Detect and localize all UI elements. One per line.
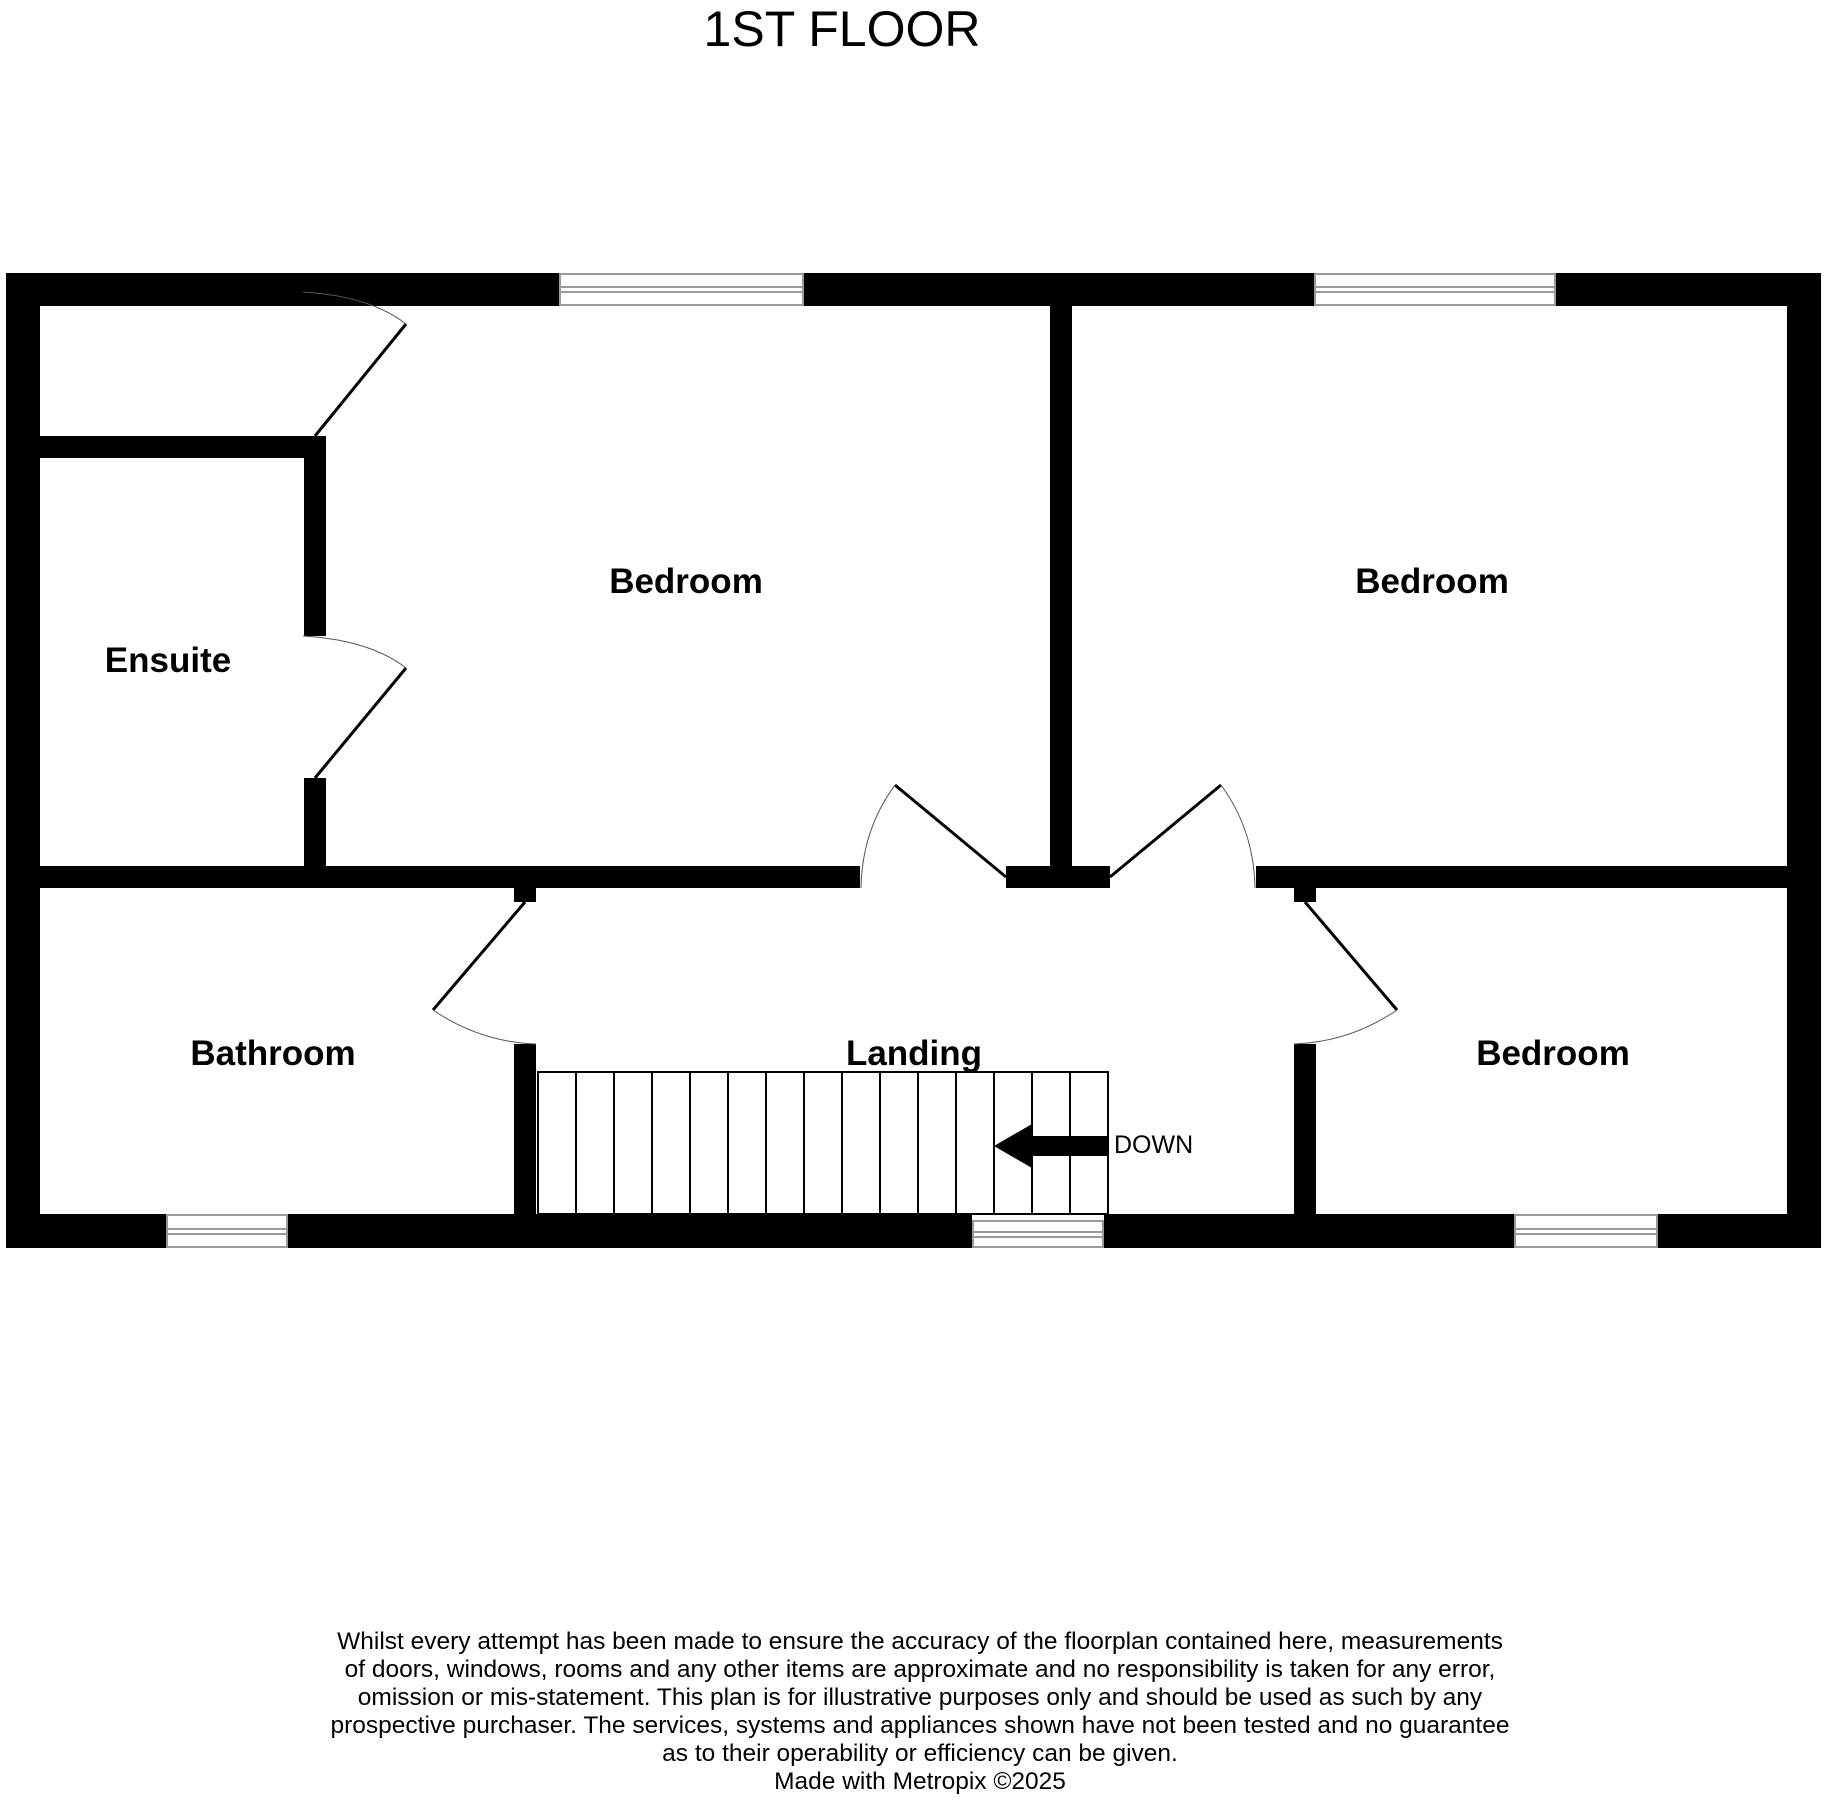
- stair-arrow: [994, 1124, 1108, 1168]
- room-label-landing: Landing: [845, 1034, 983, 1073]
- door-bedroom-main[interactable]: [861, 785, 1006, 888]
- room-label-bedroom-small: Bedroom: [1476, 1034, 1630, 1073]
- room-label-bathroom: Bathroom: [190, 1034, 356, 1073]
- stairs-direction-label: DOWN: [1114, 1131, 1194, 1159]
- wall-left: [6, 273, 40, 1248]
- wall-top-left: [6, 273, 559, 306]
- wall-bottom-2: [288, 1214, 972, 1248]
- wall-top-right: [1556, 273, 1821, 306]
- disclaimer-line: as to their operability or efficiency can be given.: [662, 1740, 1178, 1767]
- window-landing: [973, 1221, 1103, 1247]
- outer-walls: [6, 273, 1821, 1248]
- wall-bottom-1: [6, 1214, 166, 1248]
- stair-treads: [576, 1072, 1070, 1214]
- doors: [303, 292, 1397, 1044]
- wall-bottom-4: [1658, 1214, 1821, 1248]
- wall-mid-left: [6, 866, 860, 888]
- door-bathroom[interactable]: [433, 902, 536, 1044]
- wall-bathroom-right-lower: [514, 1044, 536, 1248]
- window-bathroom: [167, 1215, 287, 1247]
- door-ensuite[interactable]: [303, 636, 406, 778]
- disclaimer-line: of doors, windows, rooms and any other items are approximate and no responsibility is taken for any error,: [344, 1656, 1496, 1683]
- door-bedroom-small[interactable]: [1294, 902, 1397, 1044]
- window-bedroom-main: [560, 274, 803, 305]
- interior-walls: [6, 273, 1821, 1248]
- window-bedroom-small: [1515, 1215, 1657, 1247]
- floor-title: 1ST FLOOR: [703, 1, 981, 57]
- room-label-bedroom-main: Bedroom: [609, 562, 763, 601]
- door-bedroom-right[interactable]: [1110, 785, 1255, 888]
- room-label-ensuite: Ensuite: [104, 641, 232, 680]
- wall-right: [1787, 273, 1821, 1248]
- credit-line: Made with Metropix ©2025: [774, 1768, 1066, 1795]
- wall-smallbed-left-upper: [1294, 866, 1316, 902]
- window-bedroom-right: [1315, 274, 1555, 305]
- disclaimer-line: omission or mis-statement. This plan is for illustrative purposes only and should be used as such by any: [357, 1684, 1483, 1711]
- wall-bathroom-right-upper: [514, 866, 536, 902]
- wall-ensuite-right-upper: [304, 436, 326, 636]
- wall-smallbed-left-lower: [1294, 1044, 1316, 1248]
- disclaimer-line: Whilst every attempt has been made to ensure the accuracy of the floorplan contained here, measurements: [337, 1628, 1503, 1655]
- wall-bedrooms-divider: [1050, 273, 1072, 888]
- wall-ensuite-top: [6, 436, 326, 458]
- disclaimer-line: prospective purchaser. The services, systems and appliances shown have not been tested and no guarantee: [330, 1712, 1510, 1739]
- windows: [167, 274, 1657, 1247]
- door-cupboard[interactable]: [303, 292, 406, 436]
- wall-mid-right: [1256, 866, 1821, 888]
- room-label-bedroom-right: Bedroom: [1355, 562, 1509, 601]
- disclaimer: [260, 1628, 1580, 1796]
